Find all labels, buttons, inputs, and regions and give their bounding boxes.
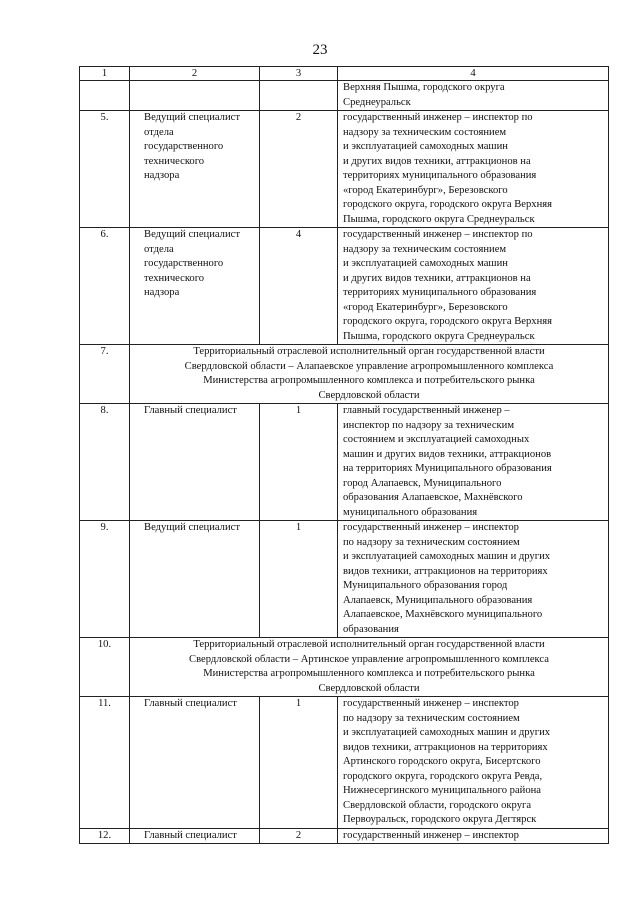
text-line: городского округа, городского округа Ревда, bbox=[343, 770, 543, 782]
header-row bbox=[80, 67, 609, 81]
text-line: Муниципального образования город bbox=[343, 580, 508, 591]
count-cell: 2 bbox=[260, 111, 338, 228]
count-cell: 1 bbox=[260, 521, 338, 638]
column-header: 1 bbox=[80, 67, 130, 81]
text-line: Ведущий специалист bbox=[144, 229, 240, 240]
position-cell bbox=[130, 697, 260, 829]
row-number: 5. bbox=[80, 111, 130, 228]
text-line: машин и других видов техники, аттракционов bbox=[343, 448, 552, 460]
text-line: видов техники, аттракционов на территориях bbox=[343, 565, 548, 577]
description-cell bbox=[338, 81, 609, 111]
description-cell bbox=[338, 521, 609, 638]
text-line: Верхняя Пышма, городского округа bbox=[343, 82, 505, 93]
text-line: Главный специалист bbox=[144, 405, 237, 416]
text-line: государственный инженер – инспектор bbox=[343, 698, 519, 709]
staff-table bbox=[79, 66, 609, 844]
table-row bbox=[80, 345, 609, 404]
text-line: государственный инженер – инспектор bbox=[343, 522, 519, 533]
column-header: 3 bbox=[260, 67, 338, 81]
row-number: 10. bbox=[80, 638, 130, 697]
text-line: образования bbox=[343, 623, 399, 635]
table-row bbox=[80, 111, 609, 228]
text-line: отдела bbox=[144, 126, 174, 138]
text-line: Главный специалист bbox=[144, 698, 237, 709]
column-header: 4 bbox=[338, 67, 609, 81]
text-line: «город Екатеринбург», Березовского bbox=[343, 301, 508, 313]
text-line: городского округа, городского округа Верхняя bbox=[343, 316, 552, 327]
text-line: и эксплуатацией самоходных машин bbox=[343, 258, 508, 269]
description-cell bbox=[338, 697, 609, 829]
text-line: главный государственный инженер – bbox=[343, 405, 510, 416]
row-number: 6. bbox=[80, 228, 130, 345]
text-line: «город Екатеринбург», Березовского bbox=[343, 184, 508, 196]
row-number: 7. bbox=[80, 345, 130, 404]
text-line: Пышма, городского округа Среднеуральск bbox=[343, 330, 535, 342]
text-line: муниципального образования bbox=[343, 506, 478, 518]
text-line: Главный специалист bbox=[144, 829, 237, 841]
position-cell bbox=[130, 111, 260, 228]
text-line: Свердловской области – Артинское управление агропромышленного комплекса bbox=[189, 653, 549, 665]
position-cell bbox=[130, 228, 260, 345]
text-line: по надзору за техническим состоянием bbox=[343, 536, 520, 548]
text-line: Пышма, городского округа Среднеуральск bbox=[343, 213, 535, 225]
text-line: и эксплуатацией самоходных машин и других bbox=[343, 727, 551, 738]
text-line: надзору за техническим состоянием bbox=[343, 243, 507, 255]
table-row bbox=[80, 697, 609, 829]
text-line: надзора bbox=[144, 170, 180, 181]
text-line: и эксплуатацией самоходных машин и других bbox=[343, 551, 551, 562]
text-line: Территориальный отраслевой исполнительный орган государственной власти bbox=[193, 639, 545, 650]
table-row bbox=[80, 638, 609, 697]
text-line: Алапаевск, Муниципального образования bbox=[343, 594, 533, 606]
table-row bbox=[80, 81, 609, 111]
count-cell: 4 bbox=[260, 228, 338, 345]
text-line: Свердловской области bbox=[318, 389, 420, 401]
description-cell bbox=[338, 828, 609, 844]
table-row bbox=[80, 828, 609, 844]
text-line: образования Алапаевское, Махнёвского bbox=[343, 492, 523, 503]
text-line: Среднеуральск bbox=[343, 96, 411, 108]
text-line: на территориях Муниципального образования bbox=[343, 463, 552, 474]
row-number bbox=[80, 81, 130, 111]
organization-cell bbox=[130, 345, 609, 404]
text-line: Алапаевское, Махнёвского муниципального bbox=[343, 609, 543, 620]
text-line: территориях муниципального образования bbox=[343, 170, 537, 181]
text-line: видов техники, аттракционов на территориях bbox=[343, 741, 548, 753]
text-line: Ведущий специалист bbox=[144, 522, 240, 533]
row-number: 12. bbox=[80, 828, 130, 844]
description-cell bbox=[338, 111, 609, 228]
row-number: 11. bbox=[80, 697, 130, 829]
text-line: государственный инженер – инспектор по bbox=[343, 229, 533, 240]
text-line: состоянием и эксплуатацией самоходных bbox=[343, 434, 530, 445]
text-line: Свердловской области, городского округа bbox=[343, 799, 532, 811]
text-line: инспектор по надзору за техническим bbox=[343, 419, 515, 431]
text-line: отдела bbox=[144, 243, 174, 255]
table-row bbox=[80, 404, 609, 521]
text-line: государственный инженер – инспектор bbox=[343, 829, 519, 841]
text-line: надзору за техническим состоянием bbox=[343, 126, 507, 138]
text-line: Нижнесергинского муниципального района bbox=[343, 785, 542, 796]
text-line: технического bbox=[144, 155, 205, 167]
text-line: и других видов техники, аттракционов на bbox=[343, 272, 531, 284]
text-line: Ведущий специалист bbox=[144, 112, 240, 123]
table-row bbox=[80, 228, 609, 345]
text-line: Свердловской области – Алапаевское управление агропромышленного комплекса bbox=[184, 360, 554, 372]
description-cell bbox=[338, 404, 609, 521]
count-cell bbox=[260, 81, 338, 111]
description-cell bbox=[338, 228, 609, 345]
text-line: городского округа, городского округа Верхняя bbox=[343, 199, 552, 210]
text-line: государственный инженер – инспектор по bbox=[343, 112, 533, 123]
count-cell: 1 bbox=[260, 697, 338, 829]
row-number: 9. bbox=[80, 521, 130, 638]
text-line: надзора bbox=[144, 287, 180, 298]
text-line: Первоуральск, городского округа Дегтярск bbox=[343, 814, 537, 825]
count-cell: 2 bbox=[260, 828, 338, 844]
position-cell bbox=[130, 828, 260, 844]
text-line: Территориальный отраслевой исполнительный орган государственной власти bbox=[193, 346, 545, 357]
text-line: государственного bbox=[144, 141, 224, 152]
text-line: город Алапаевск, Муниципального bbox=[343, 477, 502, 489]
page-number: 23 bbox=[312, 42, 328, 58]
text-line: Министерства агропромышленного комплекса и потребительского рынка bbox=[203, 668, 535, 679]
text-line: технического bbox=[144, 272, 205, 284]
text-line: территориях муниципального образования bbox=[343, 287, 537, 298]
table-row bbox=[80, 521, 609, 638]
text-line: Артинского городского округа, Бисертского bbox=[343, 756, 541, 767]
text-line: и других видов техники, аттракционов на bbox=[343, 155, 531, 167]
text-line: Свердловской области bbox=[318, 682, 420, 694]
text-line: Министерства агропромышленного комплекса и потребительского рынка bbox=[203, 375, 535, 386]
position-cell bbox=[130, 404, 260, 521]
position-cell bbox=[130, 521, 260, 638]
text-line: государственного bbox=[144, 258, 224, 269]
text-line: по надзору за техническим состоянием bbox=[343, 712, 520, 724]
organization-cell bbox=[130, 638, 609, 697]
column-header: 2 bbox=[130, 67, 260, 81]
position-cell bbox=[130, 81, 260, 111]
text-line: и эксплуатацией самоходных машин bbox=[343, 141, 508, 152]
count-cell: 1 bbox=[260, 404, 338, 521]
row-number: 8. bbox=[80, 404, 130, 521]
